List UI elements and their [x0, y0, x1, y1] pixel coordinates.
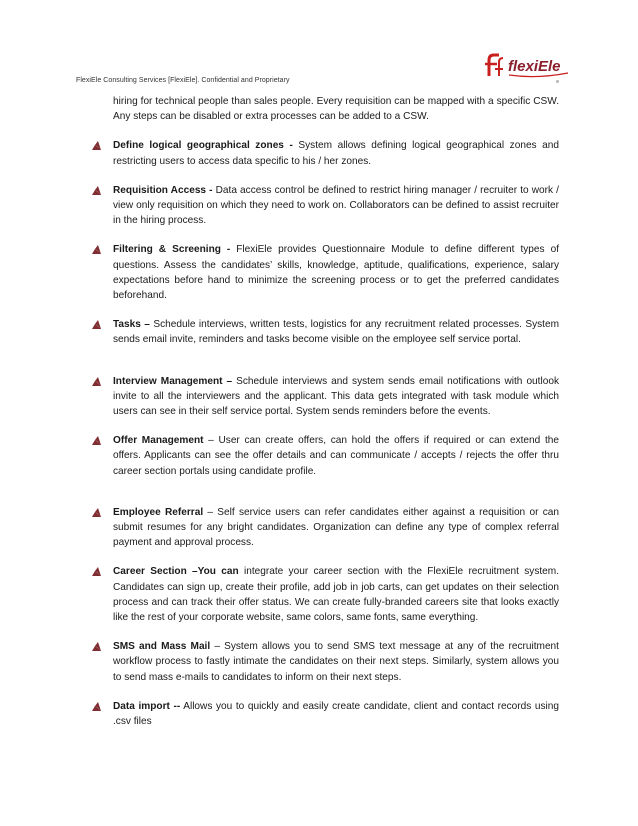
bullet-icon [91, 140, 102, 151]
item-text: Allows you to quickly and easily create candidate, client and contact records using .csv files [113, 700, 559, 728]
list-item-data-import [113, 699, 559, 729]
bullet-icon [91, 701, 102, 712]
item-term: Requisition Access - [113, 184, 213, 196]
list-item-tasks [113, 317, 559, 347]
item-text: FlexiEle provides Questionnaire Module to define different types of questions. Assess the candidates’ skills, knowledge, aptitude, qualifications, experience, salary expectations before hand to minimize the screening process or to get the preferred candidates beforehand. [113, 244, 559, 302]
logo-dot [556, 80, 559, 83]
item-text: – System allows you to send SMS text message at any of the recruitment workflow process to fastly intimate the candidates on their next steps. Similarly, system allows you to send mass e-mails to candidates to inform on their next steps. [113, 641, 559, 683]
list-item-geo-zones [113, 138, 559, 168]
list-item-offer-management [113, 433, 559, 479]
item-text: – User can create offers, can hold the offers if required or can extend the offers. Applicants can see the offer details and can communicate / accepts / rejects the offer thru career section portals using candidate profile. [113, 435, 559, 477]
list-item-sms-mass-mail [113, 639, 559, 685]
list-item-filtering-screening [113, 242, 559, 303]
confidential-header: FlexiEle Consulting Services [FlexiEle]. Confidential and Proprietary [76, 77, 290, 84]
item-term: SMS and Mass Mail [113, 641, 211, 653]
item-text: – Self service users can refer candidates either against a requisition or can submit resumes for any bright candidates. Organization can define any type of complex referral payment and approval process. [113, 506, 559, 549]
item-term: Tasks – [113, 319, 150, 331]
bullet-icon [91, 507, 102, 518]
item-text: Schedule interviews, written tests, logistics for any recruitment related processes. System sends email invite, reminders and tasks become visible on the employee self service portal. [113, 319, 559, 346]
item-term: Filtering & Screening - [113, 244, 231, 256]
bullet-icon [91, 435, 102, 446]
flexiele-logo [482, 50, 574, 82]
bullet-icon [91, 376, 102, 387]
item-term: Offer Management [113, 435, 204, 447]
item-text: integrate your career section with the FlexiEle recruitment system. Candidates can sign up, create their profile, add job in job carts, can get updates on their selection process and can track their offer status. We can create fully-branded careers site that looks exactly like the rest of your corporate website, same colors, same fonts, same everything. [113, 566, 559, 624]
bullet-icon [91, 319, 102, 330]
bullet-icon [91, 185, 102, 196]
list-item-requisition-access [113, 183, 559, 229]
intro-continuation: hiring for technical people than sales people. Every requisition can be mapped with a specific CSW. Any steps can be disabled or extra processes can be added to a CSW. [113, 96, 559, 123]
bullet-icon [91, 566, 102, 577]
item-term: Employee Referral [113, 506, 204, 518]
bullet-icon [91, 641, 102, 652]
list-item-employee-referral [113, 505, 559, 551]
document-body [113, 94, 559, 729]
item-text: System allows defining logical geographical zones and restricting users to access data specific to his / her zones. [113, 140, 559, 167]
item-term: Career Section –You can [113, 566, 239, 578]
list-item-career-section [113, 564, 559, 625]
item-term: Data import -- [113, 700, 181, 712]
item-term: Interview Management – [113, 375, 233, 387]
bullet-icon [91, 244, 102, 255]
list-item-interview-management [113, 374, 559, 420]
item-text: Schedule interviews and system sends email notifications with outlook invite to all the interviewers and the applicant. This data gets integrated with task module which users can see in their self service portal. System sends reminders before the events. [113, 375, 559, 418]
item-term: Define logical geographical zones - [113, 140, 293, 152]
item-text: Data access control be defined to restrict hiring manager / recruiter to work / view only requisition on which they need to work on. Collaborators can be defined to assist recruiter in the hiring process. [113, 184, 559, 227]
logo-text: flexiEle [508, 58, 561, 75]
